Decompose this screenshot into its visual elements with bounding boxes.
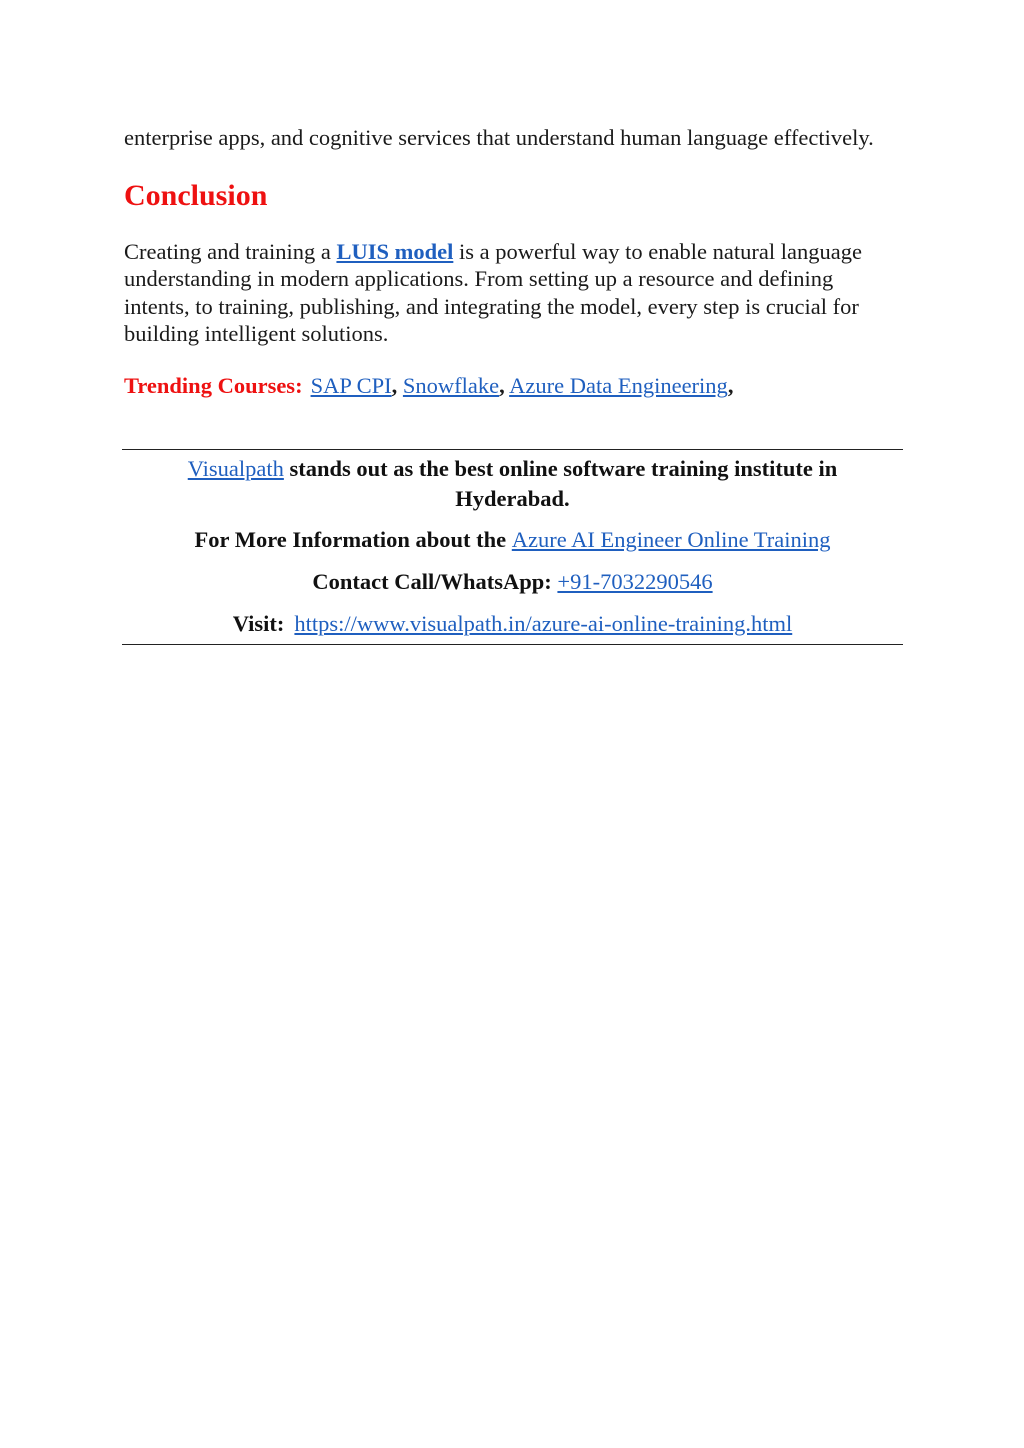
info-box <box>122 449 903 645</box>
contact-line <box>122 568 903 596</box>
contact-label: Contact Call/WhatsApp: <box>312 569 558 594</box>
course-separator: , <box>727 372 734 398</box>
conclusion-text-after: is a powerful way to enable natural language understanding in modern applications. From setting up a resource and defining intents, to training, publishing, and integrating the model, every step is crucial for building intelligent solutions. <box>124 238 862 346</box>
conclusion-heading: Conclusion <box>124 178 268 212</box>
intro-paragraph: enterprise apps, and cognitive services that understand human language effectively. <box>124 125 874 150</box>
azure-ai-training-link[interactable]: Azure AI Engineer Online Training <box>511 527 831 552</box>
visit-line <box>122 610 903 638</box>
brand-statement-text: stands out as the best online software training institute in Hyderabad. <box>283 456 838 511</box>
course-link-snowflake[interactable]: Snowflake <box>402 372 500 398</box>
document-page <box>124 124 904 400</box>
trending-courses-line <box>124 372 904 400</box>
course-separator: , <box>391 372 398 398</box>
conclusion-paragraph <box>124 238 904 348</box>
course-link-azure-data-engineering[interactable]: Azure Data Engineering <box>509 372 728 398</box>
course-link-sap-cpi[interactable]: SAP CPI <box>310 372 392 398</box>
visit-url-link[interactable]: https://www.visualpath.in/azure-ai-online-training.html <box>294 611 793 636</box>
luis-model-link[interactable]: LUIS model <box>336 238 454 264</box>
brand-statement <box>122 454 903 514</box>
trending-courses-label: Trending Courses: <box>124 372 303 398</box>
more-info-label: For More Information about the <box>194 527 512 552</box>
course-separator: , <box>499 372 505 398</box>
more-info-line <box>122 526 903 554</box>
conclusion-text-before: Creating and training a <box>124 238 337 264</box>
visualpath-link[interactable]: Visualpath <box>187 456 284 481</box>
phone-link[interactable]: +91-7032290546 <box>557 569 713 594</box>
visit-label: Visit: <box>232 611 285 636</box>
